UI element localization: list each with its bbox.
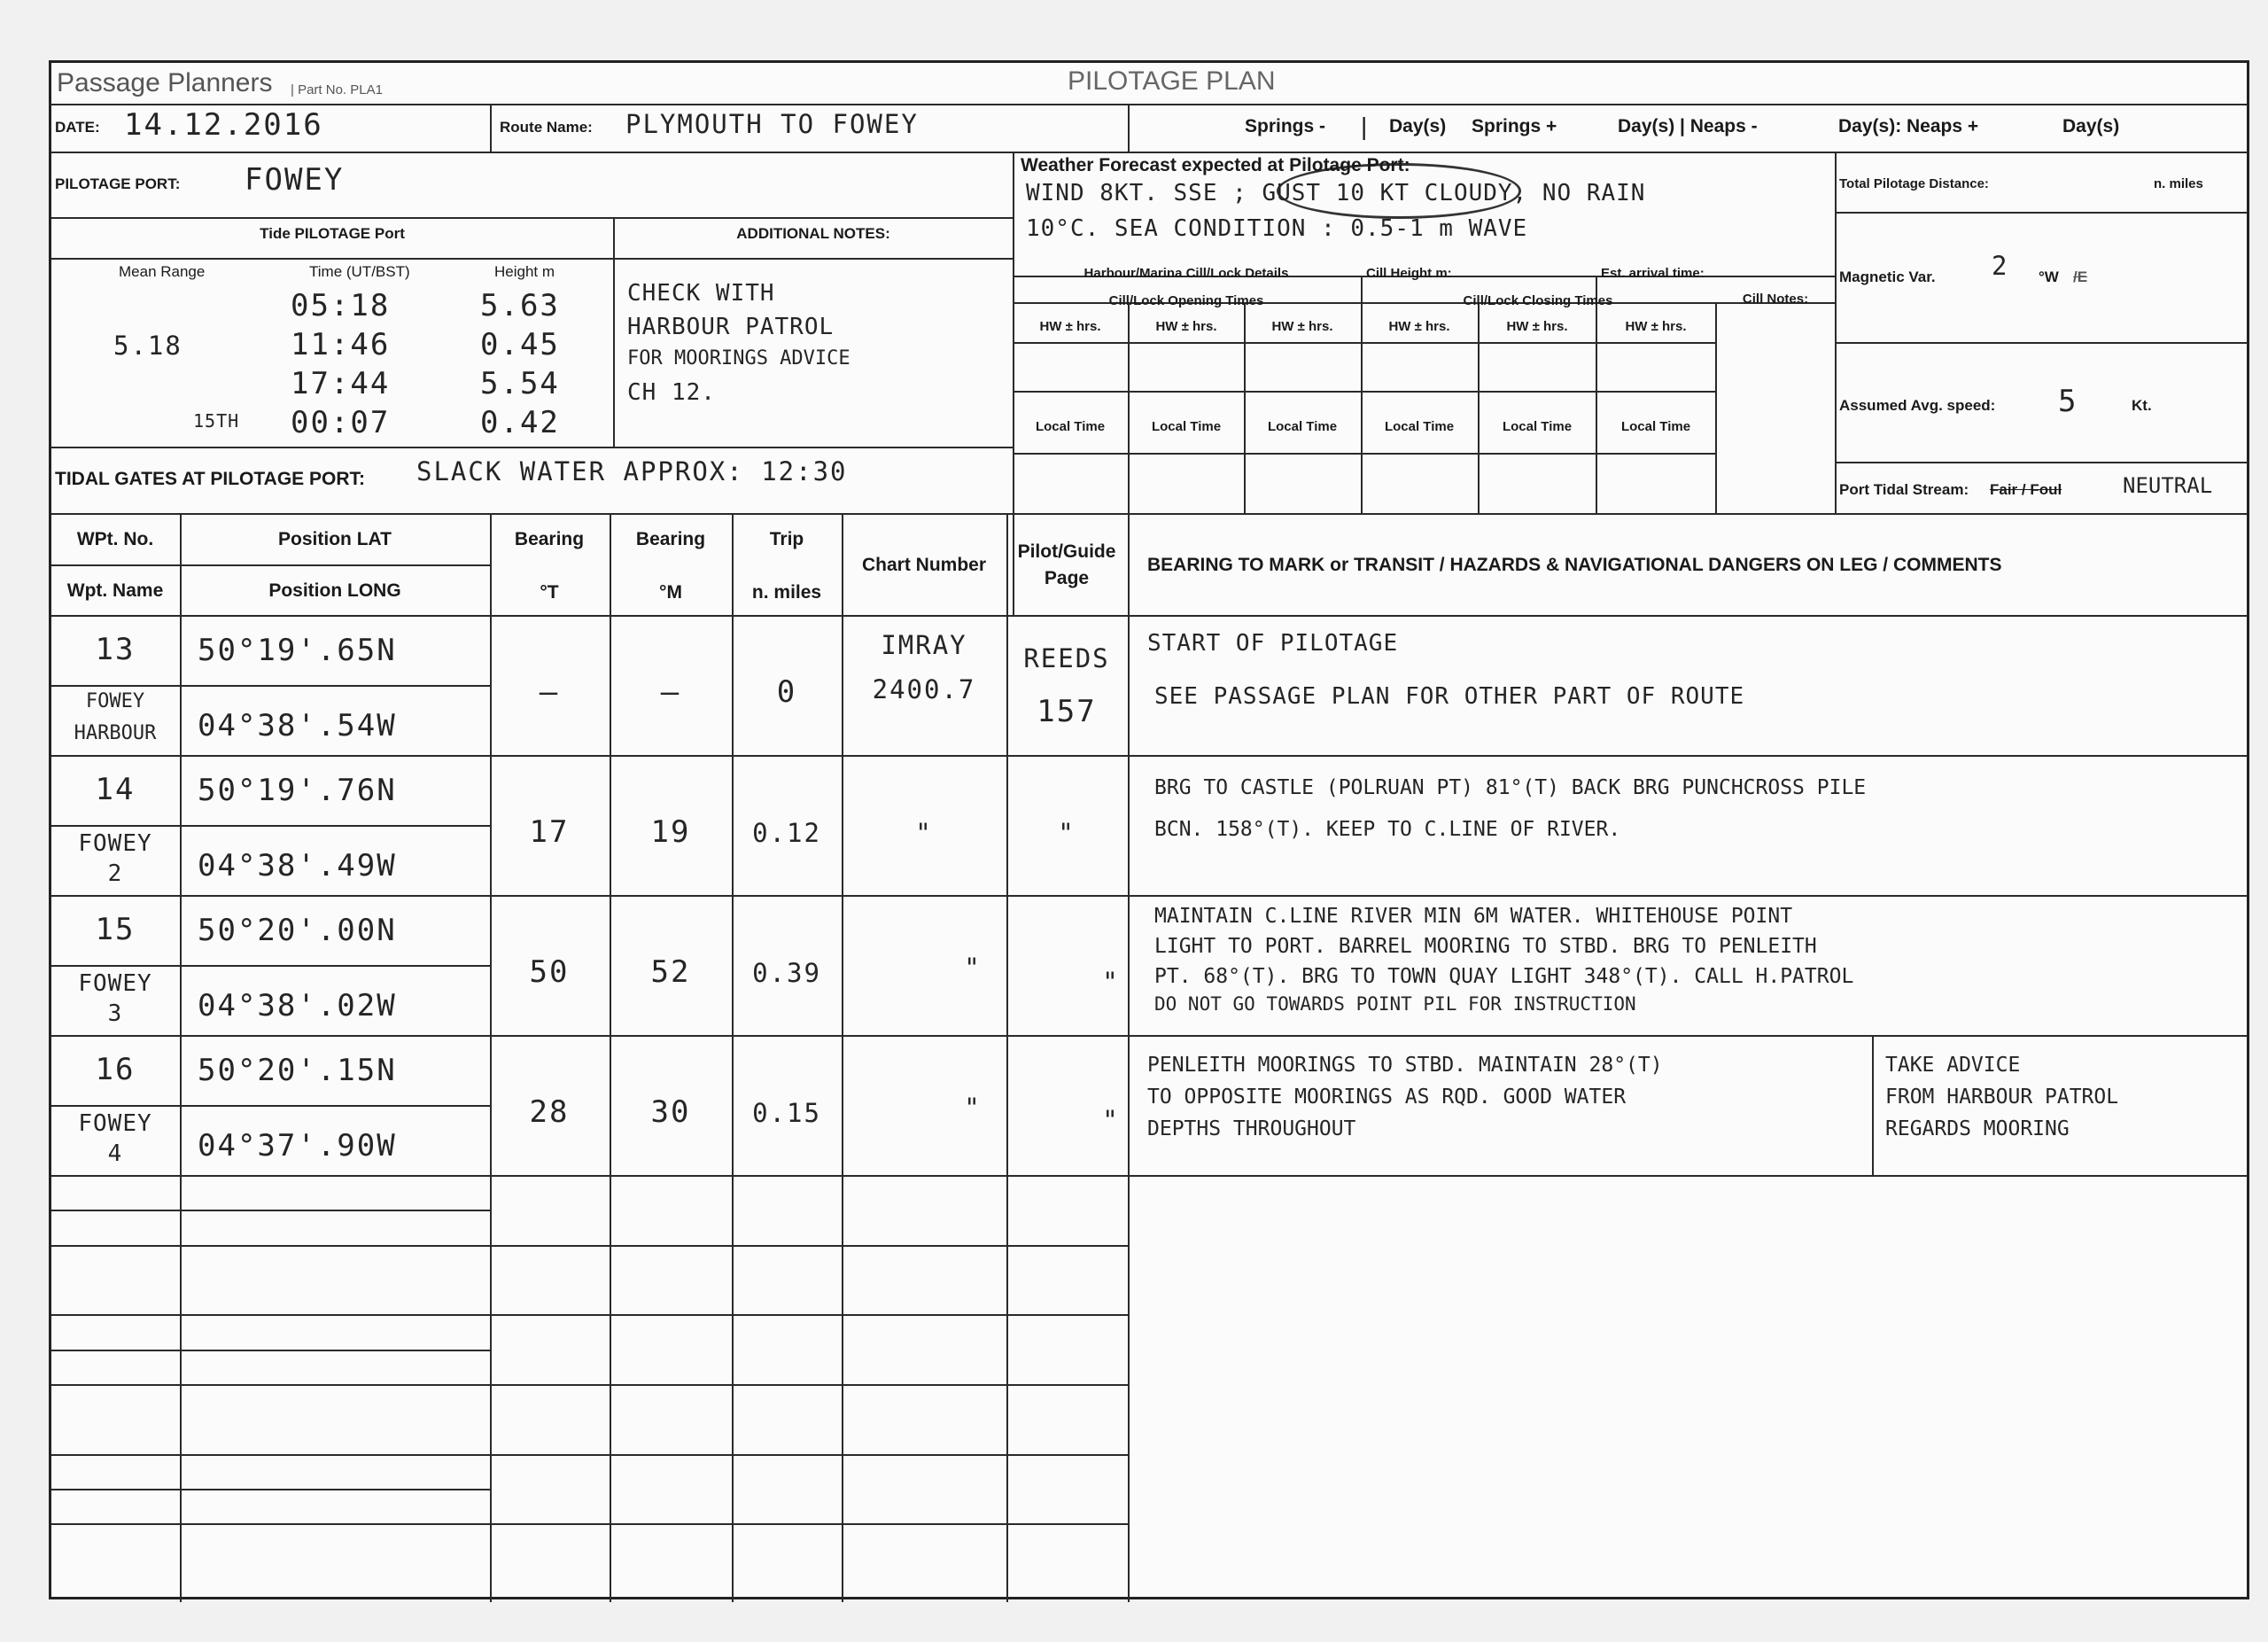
route-value: PLYMOUTH TO FOWEY <box>625 109 919 139</box>
rule-tide-bottom <box>51 447 1013 448</box>
col-pilot-page: Page <box>1044 568 1090 588</box>
notes-label: ADDITIONAL NOTES: <box>736 225 890 242</box>
stream-struck: Fair / Foul <box>1990 481 2062 498</box>
part-number: | Part No. PLA1 <box>291 82 383 97</box>
rule-empty-3 <box>51 1384 1128 1386</box>
cill-notes-label: Cill Notes: <box>1742 292 1809 307</box>
col-pilot: Pilot/Guide <box>1017 541 1116 562</box>
rule-v-chart <box>1006 513 1008 1602</box>
tide-time-3: 17:44 <box>291 366 391 401</box>
notes-line-1: CHECK WITH <box>627 280 775 307</box>
wpt-comment-1: BRG TO CASTLE (POLRUAN PT) 81°(T) BACK BRG PUNCHCROSS PILE <box>1154 776 1867 799</box>
tide-height-2: 0.45 <box>480 327 560 362</box>
distance-unit: n. miles <box>2154 176 2203 191</box>
cill-opening-label: Cill/Lock Opening Times <box>1108 293 1264 308</box>
wpt-pilot: " <box>1102 1105 1120 1135</box>
cill-details-label: Harbour/Marina Cill/Lock Details <box>1084 266 1289 281</box>
rule-empty-5 <box>51 1523 1128 1525</box>
wpt-chart: IMRAY <box>881 630 967 660</box>
wpt-comment-4: DO NOT GO TOWARDS POINT PIL FOR INSTRUCTION <box>1154 993 1636 1015</box>
wpt-name-2: HARBOUR <box>74 722 157 744</box>
rule-v-right-panel <box>1835 152 1837 513</box>
wpt-bearing-m: 30 <box>650 1094 691 1130</box>
weather-line-1: WIND 8KT. SSE ; GUST 10 KT CLOUDY, NO RAIN <box>1026 180 1646 206</box>
cill-local-2: Local Time <box>1151 419 1222 434</box>
rule-v-wpt <box>180 513 182 1602</box>
cill-local-5: Local Time <box>1502 419 1573 434</box>
rule-v-cill-c <box>1361 276 1363 513</box>
rule-empty-4 <box>51 1454 1128 1456</box>
wpt-no: 13 <box>95 632 136 667</box>
rule-v-cill-b <box>1244 302 1246 513</box>
rule-v-route <box>1128 104 1130 152</box>
wpt-bearing-t: — <box>539 674 560 710</box>
tide-height-4: 0.42 <box>480 405 560 440</box>
col-chart: Chart Number <box>861 555 987 575</box>
wpt-bearing-t: 50 <box>529 954 570 990</box>
wpt-pilot-2: 157 <box>1037 694 1097 729</box>
rule-wp13 <box>51 755 2247 757</box>
brand-name: Passage Planners <box>57 68 273 97</box>
wpt-pilot: " <box>1102 967 1120 997</box>
col-wpt-no: WPt. No. <box>76 529 154 549</box>
magnetic-var-value: 2 <box>1992 251 2009 281</box>
notes-line-2: HARBOUR PATROL <box>627 314 835 340</box>
wpt-long: 04°38'.49W <box>198 848 397 883</box>
rule-rp-3 <box>1835 462 2247 463</box>
cill-hw-5: HW ± hrs. <box>1506 319 1568 334</box>
notes-line-4: CH 12. <box>627 379 716 406</box>
time-label: Time (UT/BST) <box>309 263 410 280</box>
rule-empty-2 <box>51 1314 1128 1316</box>
wpt-chart: " <box>915 818 933 848</box>
neaps-plus: Day(s): Neaps + <box>1838 116 1979 136</box>
wpt-pilot: REEDS <box>1023 643 1110 673</box>
port-value: FOWEY <box>245 162 345 198</box>
wpt-chart: " <box>964 1093 982 1123</box>
notes-line-3: FOR MOORINGS ADVICE <box>627 347 850 370</box>
rule-v-cill-f <box>1715 302 1717 513</box>
wpt-no: 16 <box>95 1052 136 1087</box>
rule-col-header-bottom <box>51 615 2247 617</box>
cill-hw-3: HW ± hrs. <box>1271 319 1333 334</box>
rule-split-e1 <box>51 1210 490 1211</box>
neaps-plus-days: Day(s) <box>2062 116 2120 136</box>
wpt-bearing-m: — <box>660 674 681 710</box>
height-label: Height m <box>494 263 555 280</box>
rule-v-bt <box>610 513 611 1602</box>
rule-wp14 <box>51 895 2247 897</box>
rule-cill-3 <box>1013 342 1717 344</box>
rule-split-e5 <box>51 1489 490 1490</box>
rule-split-16 <box>51 1105 490 1107</box>
rule-v-side-note <box>1872 1035 1874 1175</box>
springs-separator: | <box>1361 113 1368 140</box>
rule-v-cill-d <box>1478 302 1480 513</box>
rule-cill-5 <box>1013 453 1717 455</box>
tidal-gates-value: SLACK WATER APPROX: 12:30 <box>416 456 848 486</box>
date-value: 14.12.2016 <box>124 107 323 143</box>
cill-height-label: Cill Height m: <box>1366 266 1452 281</box>
wpt-name-2: 4 <box>107 1140 123 1167</box>
cill-hw-6: HW ± hrs. <box>1625 319 1687 334</box>
wpt-side-note-3: REGARDS MOORING <box>1885 1117 2070 1140</box>
rule-v-pos <box>490 513 492 1602</box>
port-label: PILOTAGE PORT: <box>55 175 181 192</box>
cill-closing-label: Cill/Lock Closing Times <box>1463 293 1613 308</box>
rule-split-e3 <box>51 1350 490 1351</box>
speed-value: 5 <box>2058 384 2078 419</box>
wpt-trip: 0 <box>776 674 797 710</box>
speed-label: Assumed Avg. speed: <box>1839 397 1996 414</box>
col-trip-unit: n. miles <box>751 582 822 603</box>
rule-v-trip <box>842 513 843 1602</box>
wpt-trip: 0.12 <box>752 818 821 848</box>
rule-v-date <box>490 104 492 152</box>
wpt-trip: 0.39 <box>752 958 821 988</box>
rule-rp-2 <box>1835 342 2247 344</box>
wpt-chart: " <box>964 953 982 983</box>
rule-empty-1 <box>51 1245 1128 1247</box>
stream-value: NEUTRAL <box>2123 473 2213 498</box>
wpt-pilot: " <box>1058 818 1076 848</box>
weather-line-2: 10°C. SEA CONDITION : 0.5-1 m WAVE <box>1026 215 1528 242</box>
wpt-name: FOWEY <box>78 830 152 857</box>
rule-v-cill-left <box>1013 152 1014 615</box>
magnetic-var-label: Magnetic Var. <box>1839 268 1936 285</box>
rule-v-cill-e <box>1596 276 1597 513</box>
rule-split-13 <box>51 685 490 687</box>
mean-range-value: 5.18 <box>113 331 183 361</box>
rule-wp15 <box>51 1035 2247 1037</box>
rule-wp16 <box>51 1175 2247 1177</box>
form-title: PILOTAGE PLAN <box>1068 66 1276 96</box>
rule-v-cill-a <box>1128 302 1130 513</box>
pilotage-plan-sheet <box>49 60 2249 1599</box>
date-label: DATE: <box>55 119 100 136</box>
wpt-lat: 50°20'.15N <box>198 1053 397 1088</box>
tide-heading: Tide PILOTAGE Port <box>260 225 405 242</box>
springs-minus-days: Day(s) <box>1389 116 1447 136</box>
wpt-no: 14 <box>95 772 136 807</box>
col-pos-lat: Position LAT <box>278 529 392 549</box>
wpt-comment-1: PENLEITH MOORINGS TO STBD. MAINTAIN 28°(T) <box>1147 1054 1663 1077</box>
tide-height-3: 5.54 <box>480 366 560 401</box>
rule-v-bm <box>732 513 734 1602</box>
wpt-comment-2: TO OPPOSITE MOORINGS AS RQD. GOOD WATER <box>1147 1086 1627 1109</box>
wpt-bearing-m: 52 <box>650 954 691 990</box>
col-bearing-t: Bearing <box>514 529 585 549</box>
route-label: Route Name: <box>500 119 593 136</box>
rule-header <box>51 104 2247 105</box>
cill-hw-4: HW ± hrs. <box>1388 319 1450 334</box>
wpt-long: 04°37'.90W <box>198 1128 397 1163</box>
wpt-comment-1: START OF PILOTAGE <box>1147 630 1399 657</box>
col-bearing-m-unit: °M <box>659 582 682 603</box>
rule-date-row <box>51 152 2247 153</box>
springs-plus: Springs + <box>1472 116 1557 136</box>
col-trip: Trip <box>769 529 804 549</box>
rule-rp-1 <box>1835 212 2247 214</box>
wpt-name: FOWEY <box>78 970 152 997</box>
rule-cill-4 <box>1013 391 1717 393</box>
speed-unit: Kt. <box>2132 397 2152 414</box>
wpt-no: 15 <box>95 912 136 947</box>
tide-time-1: 05:18 <box>291 288 391 323</box>
tide-height-1: 5.63 <box>480 288 560 323</box>
col-pos-long: Position LONG <box>268 580 401 601</box>
col-comments: BEARING TO MARK or TRANSIT / HAZARDS & NAVIGATIONAL DANGERS ON LEG / COMMENTS <box>1147 555 2002 575</box>
wpt-name-2: 3 <box>107 1000 123 1027</box>
wpt-name: FOWEY <box>78 1110 152 1137</box>
cill-arrival-label: Est. arrival time: <box>1601 266 1705 281</box>
rule-v-tide-notes <box>613 217 615 447</box>
wpt-long: 04°38'.02W <box>198 988 397 1023</box>
wpt-lat: 50°19'.76N <box>198 773 397 808</box>
wpt-lat: 50°19'.65N <box>198 633 397 668</box>
rule-gates-bottom <box>51 513 2247 515</box>
cill-local-6: Local Time <box>1620 419 1691 434</box>
springs-minus: Springs - <box>1245 116 1326 136</box>
cill-hw-2: HW ± hrs. <box>1155 319 1217 334</box>
wpt-chart-2: 2400.7 <box>872 674 976 704</box>
weather-label: Weather Forecast expected at Pilotage Port: <box>1021 155 1410 175</box>
cill-local-4: Local Time <box>1384 419 1455 434</box>
wpt-comment-2: SEE PASSAGE PLAN FOR OTHER PART OF ROUTE <box>1154 683 1745 710</box>
tide-time-4: 00:07 <box>291 405 391 440</box>
wpt-comment-2: LIGHT TO PORT. BARREL MOORING TO STBD. BRG TO PENLEITH <box>1154 935 1817 958</box>
magnetic-var-unit: °W <box>2039 268 2059 285</box>
col-bearing-m: Bearing <box>635 529 706 549</box>
wpt-comment-3: DEPTHS THROUGHOUT <box>1147 1117 1356 1140</box>
wpt-lat: 50°20'.00N <box>198 913 397 948</box>
col-wpt-name: Wpt. Name <box>66 580 164 601</box>
cill-local-1: Local Time <box>1035 419 1106 434</box>
rule-split-14 <box>51 825 490 827</box>
rule-port-row <box>51 217 1013 219</box>
tidal-gates-label: TIDAL GATES AT PILOTAGE PORT: <box>55 469 365 489</box>
col-bearing-t-unit: °T <box>540 582 559 603</box>
wpt-side-note-1: TAKE ADVICE <box>1885 1054 2021 1077</box>
rule-tide-head <box>51 258 1013 260</box>
wpt-comment-3: PT. 68°(T). BRG TO TOWN QUAY LIGHT 348°(T). CALL H.PATROL <box>1154 965 1854 988</box>
rule-header-split <box>51 564 490 566</box>
rule-v-pilot <box>1128 513 1130 1602</box>
wpt-name-2: 2 <box>107 860 123 887</box>
wpt-comment-2: BCN. 158°(T). KEEP TO C.LINE OF RIVER. <box>1154 818 1621 841</box>
wpt-trip: 0.15 <box>752 1098 821 1128</box>
distance-label: Total Pilotage Distance: <box>1839 176 1989 191</box>
wpt-name: FOWEY <box>85 690 145 712</box>
rule-split-15 <box>51 965 490 967</box>
cill-hw-1: HW ± hrs. <box>1039 319 1101 334</box>
wpt-long: 04°38'.54W <box>198 708 397 743</box>
wpt-side-note-2: FROM HARBOUR PATROL <box>1885 1086 2119 1109</box>
wpt-comment-1: MAINTAIN C.LINE RIVER MIN 6M WATER. WHITEHOUSE POINT <box>1154 905 1793 928</box>
mean-range-label: Mean Range <box>119 263 206 280</box>
wpt-bearing-t: 17 <box>529 814 570 850</box>
wpt-bearing-m: 19 <box>650 814 691 850</box>
magnetic-var-struck: /E <box>2073 268 2088 285</box>
tide-time-2: 11:46 <box>291 327 391 362</box>
wpt-bearing-t: 28 <box>529 1094 570 1130</box>
cill-local-3: Local Time <box>1267 419 1338 434</box>
tide-day-marker: 15TH <box>193 410 240 432</box>
stream-label: Port Tidal Stream: <box>1839 481 1969 498</box>
neaps-minus: Day(s) | Neaps - <box>1618 116 1758 136</box>
